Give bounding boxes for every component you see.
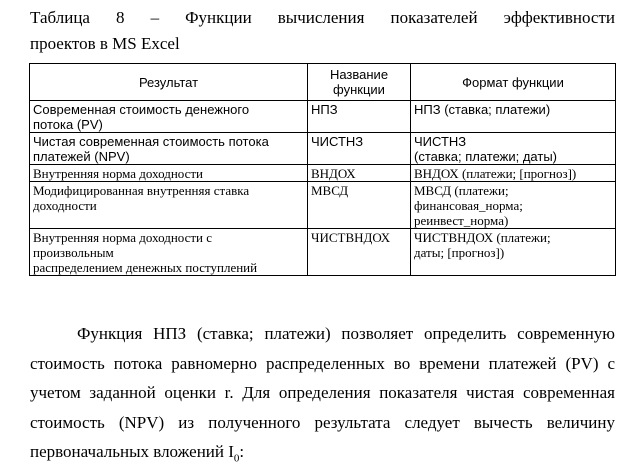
cell-text: (ставка; платежи; даты) <box>414 149 557 164</box>
cell-result <box>30 133 308 165</box>
paragraph-line-1: Функция НПЗ (ставка; платежи) позволяет определить современную <box>77 324 615 343</box>
table-row <box>30 182 616 229</box>
table-row <box>30 133 616 165</box>
cell-text: Чистая современная стоимость потока <box>33 134 269 149</box>
paragraph-line-4: стоимость (NPV) из полученного результата следует вычесть величину <box>30 412 615 432</box>
cell-function-name <box>308 133 411 165</box>
cell-result <box>30 229 308 276</box>
subscript-zero: 0 <box>233 452 240 465</box>
cell-text: даты; [прогноз]) <box>414 245 505 260</box>
header-function-name: Название функции <box>308 64 411 101</box>
table-row <box>30 229 616 276</box>
body-paragraph <box>30 319 615 467</box>
header-result: Результат <box>30 64 308 101</box>
cell-function-format <box>411 101 616 133</box>
cell-text: Модифицированная внутренняя ставка <box>33 183 250 198</box>
cell-text: произвольным <box>33 245 114 260</box>
cell-text: платежей (NPV) <box>33 149 130 164</box>
caption-line-2: проектов в MS Excel <box>30 34 180 53</box>
cell-function-format <box>411 182 616 229</box>
cell-text: ВНДОХ (платежи; [прогноз]) <box>414 166 577 181</box>
paragraph-line-5 <box>30 437 615 467</box>
cell-text: ЧИСТВНДОХ (платежи; <box>414 230 551 245</box>
table-row <box>30 101 616 133</box>
excel-functions-table <box>29 63 616 276</box>
cell-text: Внутренняя норма доходности с <box>33 230 213 245</box>
cell-text: потока (PV) <box>33 117 103 132</box>
paragraph-line-2: стоимость потока равномерно распределенных во времени платежей (PV) с <box>30 353 615 373</box>
cell-text: ЧИСТНЗ <box>311 134 364 149</box>
cell-function-name <box>308 229 411 276</box>
cell-function-format <box>411 133 616 165</box>
header-function-format: Формат функции <box>411 64 616 101</box>
paragraph-line-5-colon: : <box>239 442 245 461</box>
cell-text: ЧИСТВНДОХ <box>311 230 391 245</box>
cell-text: МВСД <box>311 183 349 198</box>
cell-function-format <box>411 229 616 276</box>
cell-function-name <box>308 165 411 182</box>
cell-text: финансовая_норма; <box>414 198 523 213</box>
cell-function-name <box>308 182 411 229</box>
cell-text: НПЗ <box>311 102 338 117</box>
cell-result <box>30 101 308 133</box>
cell-text: Современная стоимость денежного <box>33 102 250 117</box>
caption-line-1: Таблица 8 – Функции вычисления показателей эффективности <box>30 8 615 27</box>
cell-text: НПЗ (ставка; платежи) <box>414 102 551 117</box>
cell-text: ВНДОХ <box>311 166 356 181</box>
paragraph-line-5-text: первоначальных вложений I <box>30 442 234 461</box>
table-header-row <box>30 64 616 101</box>
cell-text: Внутренняя норма доходности <box>33 166 204 181</box>
table-caption <box>30 5 615 57</box>
cell-function-format <box>411 165 616 182</box>
cell-text: ЧИСТНЗ <box>414 134 467 149</box>
cell-result <box>30 182 308 229</box>
cell-text: распределением денежных поступлений <box>33 260 258 275</box>
table-row <box>30 165 616 182</box>
cell-result <box>30 165 308 182</box>
paragraph-line-3: учетом заданной оценки r. Для определения показателя чистая современная <box>30 383 615 402</box>
cell-text: доходности <box>33 198 97 213</box>
cell-text: реинвест_норма) <box>414 213 509 228</box>
cell-function-name <box>308 101 411 133</box>
cell-text: МВСД (платежи; <box>414 183 509 198</box>
